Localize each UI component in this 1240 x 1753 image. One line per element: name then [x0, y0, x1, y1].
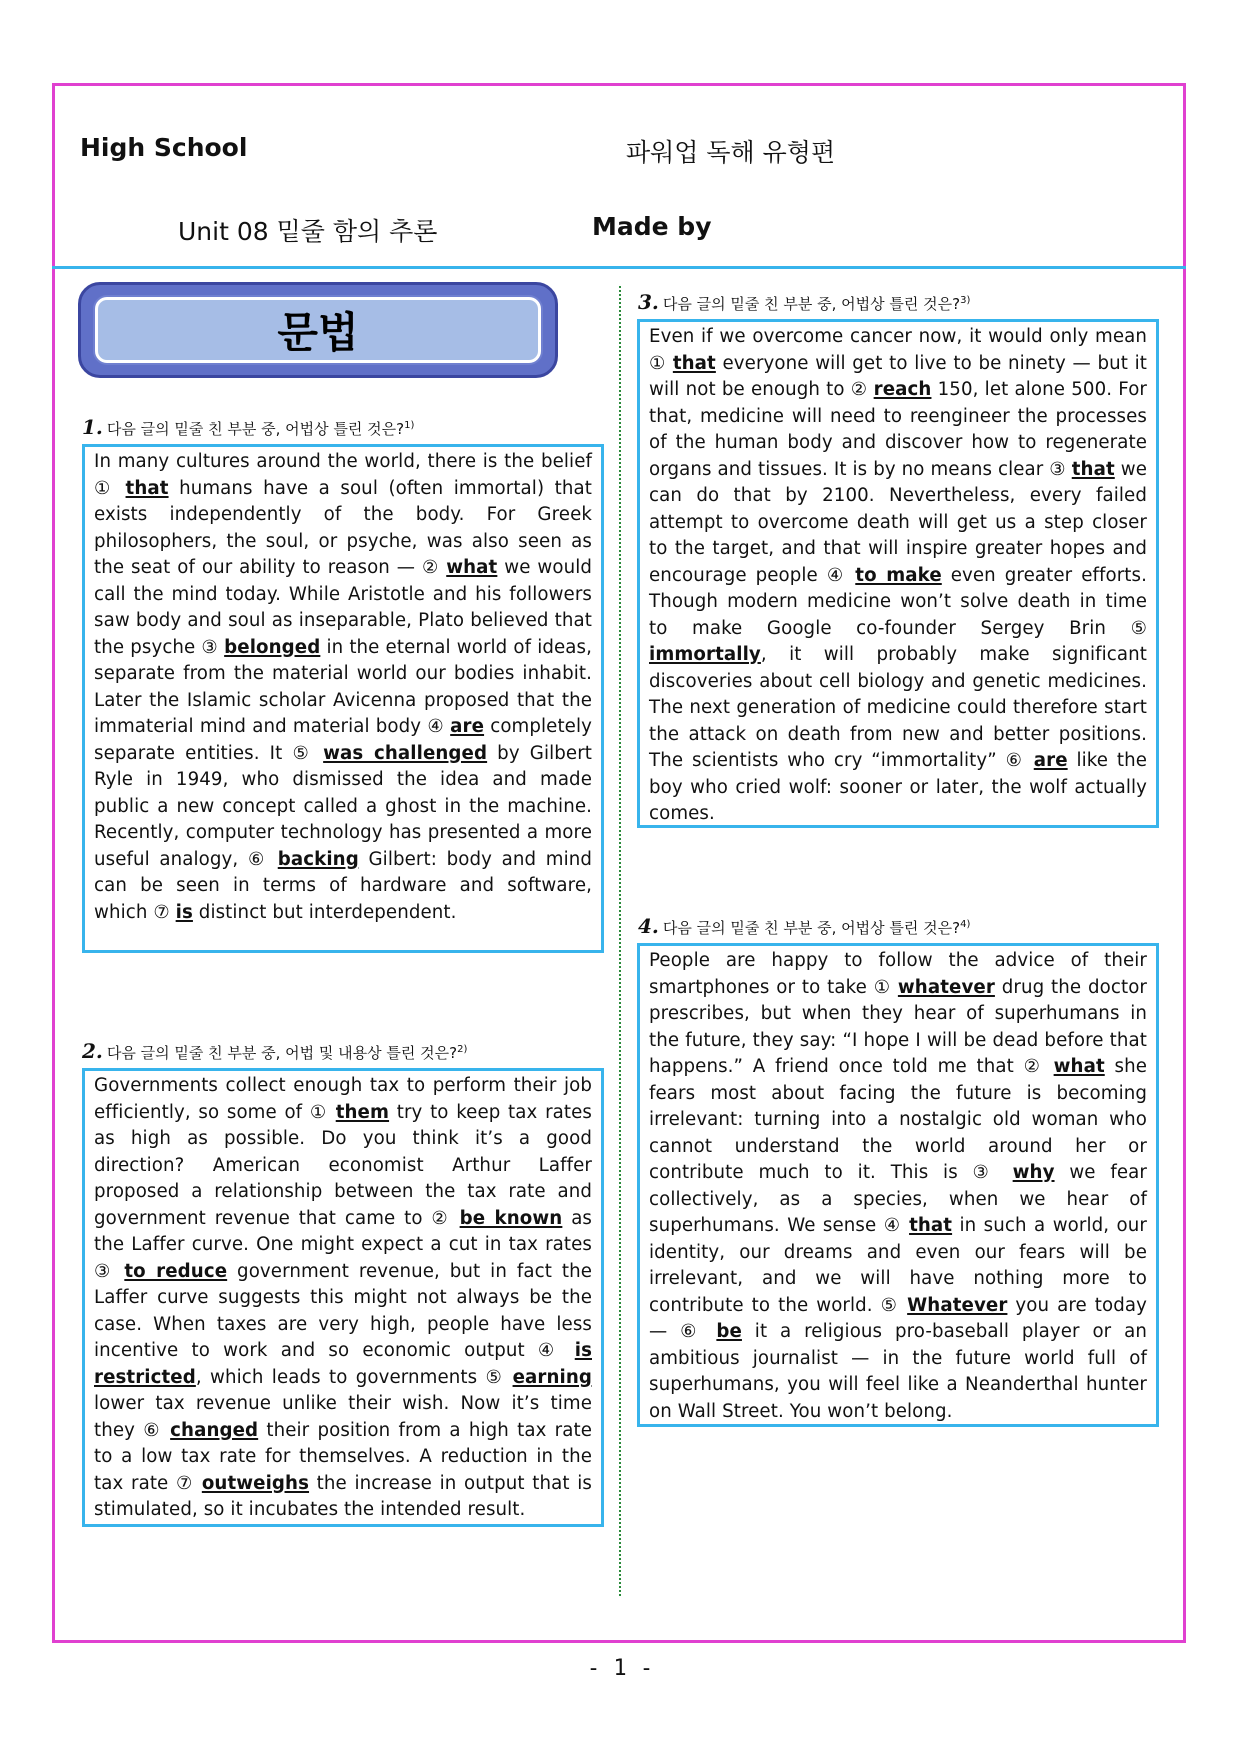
passage-text: completely separate entities. It ⑤	[94, 716, 592, 764]
passage-text: Even if we overcome cancer now, it would only mean ①	[649, 326, 1147, 374]
page-number: - 1 -	[586, 1656, 654, 1681]
passage-text: we fear collectively, as a species, when we hear of superhumans. We sense ④	[649, 1162, 1147, 1236]
underlined-choice: was challenged	[323, 742, 488, 764]
passage-text: we would call the mind today. While Aristotle and his followers saw body and soul as inseparable, Plato believed that the psyche ③	[94, 557, 592, 658]
underlined-choice: backing	[277, 848, 359, 870]
underlined-choice: earning	[512, 1366, 592, 1388]
question-number: 1.	[82, 415, 103, 439]
section-title-banner	[78, 282, 558, 378]
header-divider	[52, 266, 1186, 269]
underlined-choice: what	[1053, 1056, 1105, 1077]
passage-text: she fears most about facing the future is becoming irrelevant: turning into a nostalgic old woman who cannot understand the world around her or contribute much to it. This is ③	[649, 1056, 1147, 1183]
underlined-choice: why	[1012, 1162, 1055, 1183]
question-3-passage	[637, 319, 1159, 828]
passage-text: as the Laffer curve. One might expect a cut in tax rates ③	[94, 1207, 593, 1282]
passage-text: distinct but interdependent.	[192, 901, 457, 923]
passage-text: it a religious pro-baseball player or an ambitious journalist — in the future world full of superhumans, you will feel like a Neanderthal hunter on Wall Street. You won’t belong.	[649, 1321, 1147, 1422]
underlined-choice: to make	[855, 564, 942, 586]
school-label: High School	[80, 133, 248, 162]
underlined-choice: changed	[170, 1419, 259, 1441]
footnote-mark: 1)	[404, 420, 415, 431]
underlined-choice: to reduce	[124, 1260, 228, 1282]
underlined-choice: that	[672, 352, 716, 374]
passage-text: you are today — ⑥	[649, 1294, 1147, 1342]
footnote-mark: 3)	[960, 295, 971, 306]
underlined-choice: that	[125, 477, 169, 499]
question-1-passage	[82, 444, 604, 953]
underlined-choice: whatever	[897, 976, 995, 998]
passage-text: Gilbert: body and mind can be seen in terms of hardware and software, which ⑦	[94, 848, 592, 923]
underlined-choice: what	[446, 557, 498, 578]
passage-text: their position from a high tax rate to a low tax rate for themselves. A reduction in the tax rate ⑦	[94, 1419, 592, 1494]
underlined-choice: is restricted	[94, 1340, 592, 1388]
passage-text: in the eternal world of ideas, separate from the material world our bodies inhabit. Later the Islamic scholar Avicenna proposed that the immaterial mind and material body ④	[94, 636, 593, 737]
passage-text: everyone will get to live to be ninety — but it will not be enough to ②	[649, 352, 1147, 400]
footnote-mark: 2)	[457, 1044, 468, 1055]
column-divider	[619, 286, 621, 1596]
passage-text: by Gilbert Ryle in 1949, who dismissed the idea and made public a new concept called a ghost in the machine. Recently, computer technology has presented a more useful analogy, ⑥	[94, 742, 593, 870]
passage-text: try to keep tax rates as high as possible. Do you think it’s a good direction? American economist Arthur Laffer proposed a relationship between the tax rate and government revenue that came to ②	[94, 1101, 592, 1229]
footnote-mark: 4)	[960, 919, 971, 930]
underlined-choice: outweighs	[201, 1472, 310, 1494]
passage-text: People are happy to follow the advice of their smartphones or to take ①	[649, 950, 1147, 998]
underlined-choice: are	[450, 716, 485, 737]
passage-text: drug the doctor prescribes, but when they hear of superhumans in the future, they say: “I hope I will be dead before that happens.” A friend once told me that ②	[649, 976, 1148, 1077]
question-2-heading	[82, 1039, 467, 1063]
passage-text: lower tax revenue unlike their wish. Now it’s time they ⑥	[94, 1393, 592, 1441]
passage-text: 150, let alone 500. For that, medicine will need to reengineer the processes of the human body and discover how to regenerate organs and tissues. It is by no means clear ③	[649, 379, 1147, 480]
underlined-choice: be known	[459, 1207, 563, 1229]
underlined-choice: immortally	[649, 644, 761, 665]
question-1-heading	[82, 415, 414, 439]
passage-text: , it will probably make significant discoveries about cell biology and genetic medicines. The next generation of medicine could therefore start the attack on death from new and better positions. The scientists who cry “immortality” ⑥	[649, 644, 1147, 771]
question-4-passage	[637, 943, 1159, 1427]
question-number: 4.	[638, 914, 659, 938]
underlined-choice: belonged	[224, 636, 321, 658]
passage-text: humans have a soul (often immortal) that exists independently of the body. For Greek philosophers, the soul, or psyche, was also seen as the seat of our ability to reason — ②	[94, 477, 592, 578]
made-by-label: Made by	[592, 212, 712, 241]
question-prompt: 다음 글의 밑줄 친 부분 중, 어법상 틀린 것은?	[106, 420, 405, 438]
question-3-heading	[638, 290, 970, 314]
underlined-choice: reach	[873, 379, 932, 400]
underlined-choice: are	[1033, 750, 1068, 771]
underlined-choice: that	[1071, 458, 1115, 480]
passage-text: Governments collect enough tax to perform their job efficiently, so some of ①	[94, 1075, 592, 1123]
question-prompt: 다음 글의 밑줄 친 부분 중, 어법 및 내용상 틀린 것은?	[106, 1044, 458, 1062]
question-prompt: 다음 글의 밑줄 친 부분 중, 어법상 틀린 것은?	[662, 295, 961, 313]
underlined-choice: be	[716, 1321, 742, 1342]
passage-text: government revenue, but in fact the Laffer curve suggests this might not always be the case. When taxes are very high, people have less incentive to work and so economic output ④	[94, 1260, 592, 1361]
underlined-choice: is	[175, 901, 193, 923]
question-number: 2.	[82, 1039, 103, 1063]
passage-text: like the boy who cried wolf: sooner or later, the wolf actually comes.	[649, 750, 1147, 824]
question-prompt: 다음 글의 밑줄 친 부분 중, 어법상 틀린 것은?	[662, 919, 961, 937]
underlined-choice: them	[335, 1101, 390, 1123]
question-2-passage	[82, 1068, 604, 1527]
unit-title: Unit 08 밑줄 함의 추론	[178, 217, 438, 246]
question-4-heading	[638, 914, 970, 938]
passage-text: , which leads to governments ⑤	[195, 1366, 513, 1388]
underlined-choice: that	[909, 1215, 953, 1236]
book-title: 파워업 독해 유형편	[626, 138, 836, 167]
passage-text: we can do that by 2100. Nevertheless, every failed attempt to overcome death will get us a step closer to the target, and that will inspire greater hopes and encourage people ④	[649, 458, 1147, 586]
passage-text: the increase in output that is stimulated, so it incubates the intended result.	[94, 1472, 592, 1520]
question-number: 3.	[638, 290, 659, 314]
passage-text: in such a world, our identity, our dreams and even our fears will be irrelevant, and we will have nothing more to contribute to the world. ⑤	[649, 1215, 1147, 1316]
passage-text: In many cultures around the world, there is the belief ①	[94, 451, 592, 499]
underlined-choice: Whatever	[907, 1294, 1008, 1316]
section-title: 문법	[277, 308, 359, 357]
passage-text: even greater efforts. Though modern medicine won’t solve death in time to make Google co-founder Sergey Brin ⑤	[649, 564, 1147, 639]
